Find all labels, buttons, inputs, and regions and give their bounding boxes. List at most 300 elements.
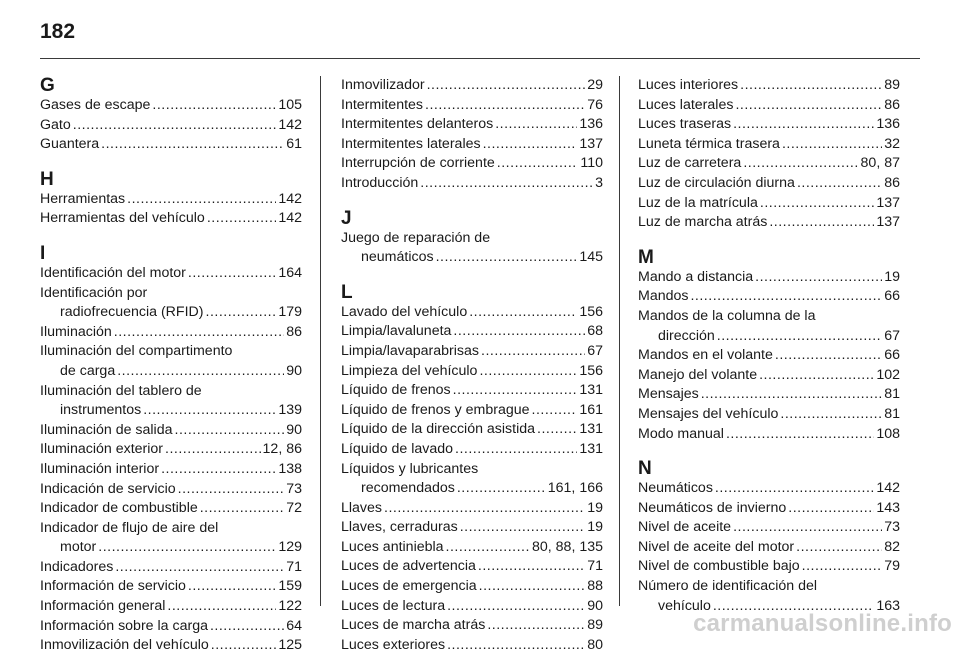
index-entry <box>40 421 302 441</box>
index-page-ref: 29 <box>587 77 603 93</box>
index-page-ref: 142 <box>278 210 302 227</box>
index-entry-line <box>341 76 603 96</box>
index-entry-line <box>40 460 302 480</box>
index-page-ref: 145 <box>579 249 603 266</box>
index-page-ref: 81 <box>884 405 900 422</box>
index-letter-heading: J <box>341 207 352 229</box>
dot-leader <box>453 381 578 401</box>
index-entry-line <box>40 362 302 382</box>
dot-leader <box>446 538 530 558</box>
index-entry-line <box>341 440 603 460</box>
dot-leader <box>733 518 882 538</box>
index-entry-line <box>638 327 900 347</box>
dot-leader <box>420 174 593 194</box>
index-entry <box>638 194 900 214</box>
index-entry-line <box>40 264 302 284</box>
dot-leader <box>427 76 586 96</box>
index-page-ref: 86 <box>884 96 900 113</box>
index-entry-line <box>40 209 302 229</box>
index-entry-text: Mandos <box>638 288 689 305</box>
index-entry-text: Indicadores <box>40 558 114 575</box>
index-page-ref: 73 <box>884 519 900 536</box>
dot-leader <box>481 342 585 362</box>
index-entry-text: Líquido de la dirección asistida <box>341 421 536 438</box>
index-entry <box>341 499 603 519</box>
index-letter-heading: L <box>341 281 353 303</box>
dot-leader <box>200 499 284 519</box>
index-page-ref: 12, 86 <box>262 441 302 458</box>
index-page-ref: 67 <box>884 327 900 344</box>
index-entry <box>638 518 900 538</box>
index-entry-text: Líquidos y lubricantes <box>341 460 479 477</box>
index-page-ref: 76 <box>587 96 603 113</box>
dot-leader <box>101 135 284 155</box>
index-page-ref: 19 <box>884 268 900 285</box>
index-entry-text: Iluminación del compartimento <box>40 343 233 360</box>
index-entry-text: Manejo del volante <box>638 366 758 383</box>
dot-leader <box>755 268 882 288</box>
index-entry-line <box>638 174 900 194</box>
index-page-ref: 86 <box>884 174 900 191</box>
index-entry-line <box>40 342 302 362</box>
dot-leader <box>497 154 579 174</box>
index-entry <box>638 307 900 346</box>
index-entry-line <box>638 557 900 577</box>
dot-leader <box>117 362 284 382</box>
index-entry-line <box>341 616 603 636</box>
page-number: 182 <box>40 20 76 43</box>
dot-leader <box>161 460 276 480</box>
index-entry-text: Mandos en el volante <box>638 347 773 364</box>
index-entry-line <box>40 382 302 402</box>
header-rule <box>40 58 920 59</box>
index-entry-line <box>341 229 603 249</box>
index-entry-text: instrumentos <box>60 402 142 419</box>
index-entry-text: Modo manual <box>638 425 724 442</box>
index-entry <box>341 342 603 362</box>
index-entry <box>40 323 302 343</box>
index-page-ref: 110 <box>580 155 603 172</box>
index-entry-text: Herramientas del vehículo <box>40 210 205 227</box>
index-entry-line <box>40 499 302 519</box>
index-entry-text: de carga <box>60 362 116 379</box>
index-entry-text: Mando a distancia <box>638 268 754 285</box>
index-page-ref: 89 <box>884 77 900 93</box>
dot-leader <box>760 194 874 214</box>
index-entry <box>341 362 603 382</box>
dot-leader <box>165 440 261 460</box>
dot-leader <box>447 636 585 656</box>
dot-leader <box>733 115 874 135</box>
index-entry-line <box>638 96 900 116</box>
index-entry-line <box>638 518 900 538</box>
index-entry <box>341 616 603 636</box>
index-page-ref: 131 <box>579 382 603 399</box>
dot-leader <box>152 96 276 116</box>
index-entry-text: Número de identificación del <box>638 578 818 595</box>
dot-leader <box>715 479 874 499</box>
dot-leader <box>478 557 585 577</box>
index-entry <box>638 76 900 96</box>
index-page-ref: 131 <box>579 440 603 457</box>
index-entry-text: Información general <box>40 598 166 615</box>
column-divider-1 <box>320 76 321 606</box>
index-entry-line <box>341 174 603 194</box>
index-entry-text: Identificación del motor <box>40 264 186 281</box>
index-entry-line <box>40 558 302 578</box>
index-entry-text: Mensajes del vehículo <box>638 405 779 422</box>
dot-leader <box>457 479 546 499</box>
index-entry <box>341 420 603 440</box>
index-page-ref: 19 <box>587 499 603 516</box>
index-entry-line <box>40 303 302 323</box>
index-entry-text: Indicador de combustible <box>40 500 198 517</box>
index-entry-line <box>341 401 603 421</box>
index-entry-text: Líquido de lavado <box>341 440 454 457</box>
index-page-ref: 139 <box>278 402 302 419</box>
index-entry <box>40 597 302 617</box>
index-page-ref: 122 <box>278 598 302 615</box>
index-entry-text: Indicación de servicio <box>40 480 176 497</box>
dot-leader <box>726 425 874 445</box>
dot-leader <box>479 362 577 382</box>
index-page-ref: 159 <box>278 578 302 595</box>
index-page-ref: 142 <box>278 116 302 133</box>
index-page-ref: 71 <box>587 558 603 575</box>
index-entry-line <box>40 519 302 539</box>
index-entry-text: Luces de emergencia <box>341 578 477 595</box>
dot-leader <box>210 617 284 637</box>
dot-leader <box>127 190 276 210</box>
index-entry-line <box>40 617 302 637</box>
index-entry-line <box>40 135 302 155</box>
dot-leader <box>759 366 874 386</box>
dot-leader <box>532 401 578 421</box>
index-entry <box>341 557 603 577</box>
index-entry-text: Mensajes <box>638 386 699 403</box>
dot-leader <box>780 405 882 425</box>
index-entry-text: Herramientas <box>40 190 126 207</box>
index-entry <box>40 342 302 381</box>
index-entry-text: Introducción <box>341 174 419 191</box>
index-entry-text: Luz de la matrícula <box>638 194 758 211</box>
dot-leader <box>98 538 276 558</box>
index-entry-text: Iluminación de salida <box>40 421 173 438</box>
index-entry-text: Iluminación del tablero de <box>40 382 202 399</box>
index-page-ref: 80, 88, 135 <box>532 538 603 555</box>
dot-leader <box>114 323 284 343</box>
index-page-ref: 161 <box>579 401 603 418</box>
index-entry-line <box>40 421 302 441</box>
index-entry-line <box>341 420 603 440</box>
index-entry-text: vehículo <box>658 597 711 614</box>
index-entry-line <box>40 116 302 136</box>
index-entry <box>638 346 900 366</box>
index-entry-text: Llaves <box>341 499 383 516</box>
index-page-ref: 61 <box>286 136 302 153</box>
index-entry-line <box>40 323 302 343</box>
dot-leader <box>796 538 882 558</box>
index-entry-text: Intermitentes delanteros <box>341 116 494 133</box>
index-entry <box>40 209 302 229</box>
index-entry-text: Luces laterales <box>638 96 734 113</box>
index-page-ref: 66 <box>884 347 900 364</box>
index-page-ref: 72 <box>286 500 302 517</box>
index-page-ref: 66 <box>884 288 900 305</box>
index-entry <box>40 460 302 480</box>
dot-leader <box>447 597 585 617</box>
index-page-ref: 19 <box>587 519 603 536</box>
index-entry-line <box>638 154 900 174</box>
index-entry-line <box>341 362 603 382</box>
index-entry <box>40 577 302 597</box>
dot-leader <box>206 303 277 323</box>
index-entry-text: Luces de lectura <box>341 597 446 614</box>
index-entry <box>341 577 603 597</box>
index-entry-line <box>341 597 603 617</box>
index-entry-text: Luces de advertencia <box>341 558 476 575</box>
index-page-ref: 73 <box>286 480 302 497</box>
index-entry-text: Información sobre la carga <box>40 617 208 634</box>
index-page-ref: 3 <box>595 174 603 191</box>
dot-leader <box>143 401 276 421</box>
index-page-ref: 129 <box>278 539 302 556</box>
index-entry <box>341 401 603 421</box>
index-entry <box>40 135 302 155</box>
index-entry <box>341 538 603 558</box>
index-entry-line <box>341 636 603 656</box>
dot-leader <box>211 636 277 656</box>
index-entry-line <box>341 381 603 401</box>
index-page-ref: 131 <box>579 421 603 438</box>
index-entry <box>341 76 603 96</box>
index-entry-line <box>40 284 302 304</box>
dot-leader <box>740 76 882 96</box>
index-page-ref: 68 <box>587 323 603 340</box>
index-entry <box>40 264 302 284</box>
index-entry <box>40 284 302 323</box>
index-entry <box>341 518 603 538</box>
index-entry-line <box>638 194 900 214</box>
index-page-ref: 80, 87 <box>860 155 900 172</box>
index-entry-line <box>40 577 302 597</box>
dot-leader <box>453 322 585 342</box>
index-page-ref: 67 <box>587 342 603 359</box>
index-entry-text: Gato <box>40 116 71 133</box>
index-entry <box>638 557 900 577</box>
index-entry-line <box>638 115 900 135</box>
index-letter-heading: I <box>40 242 46 264</box>
index-entry-line <box>638 385 900 405</box>
dot-leader <box>717 327 882 347</box>
index-entry <box>638 405 900 425</box>
index-entry-line <box>40 636 302 656</box>
dot-leader <box>769 213 874 233</box>
index-entry <box>638 154 900 174</box>
dot-leader <box>425 96 585 116</box>
index-page-ref: 142 <box>278 190 302 207</box>
index-entry-line <box>638 499 900 519</box>
index-entry-line <box>638 213 900 233</box>
index-page-ref: 136 <box>579 116 603 133</box>
index-letter-heading: N <box>638 458 652 480</box>
index-entry-text: motor <box>60 539 97 556</box>
index-entry <box>341 440 603 460</box>
index-entry-text: Luces antiniebla <box>341 538 444 555</box>
dot-leader <box>782 135 882 155</box>
dot-leader <box>178 480 285 500</box>
index-entry-text: neumáticos <box>361 249 434 266</box>
index-entry-text: Líquido de frenos <box>341 382 451 399</box>
index-page-ref: 142 <box>876 480 900 497</box>
index-entry-text: Luces traseras <box>638 116 732 133</box>
index-column-3 <box>638 76 900 616</box>
index-page-ref: 161, 166 <box>547 480 603 497</box>
index-entry-line <box>341 479 603 499</box>
index-entry <box>638 499 900 519</box>
dot-leader <box>495 115 577 135</box>
index-entry-text: Nivel de combustible bajo <box>638 558 800 575</box>
index-page-ref: 156 <box>579 303 603 320</box>
dot-leader <box>487 616 585 636</box>
index-page-ref: 90 <box>587 597 603 614</box>
index-entry-text: Neumáticos de invierno <box>638 499 787 516</box>
index-entry-text: Neumáticos <box>638 480 713 497</box>
index-entry-line <box>638 135 900 155</box>
index-page-ref: 164 <box>278 264 302 281</box>
dot-leader <box>175 421 285 441</box>
index-page-ref: 105 <box>278 97 302 113</box>
index-entry <box>40 440 302 460</box>
index-entry-text: Luces de marcha atrás <box>341 617 486 634</box>
dot-leader <box>188 577 276 597</box>
index-entry <box>341 322 603 342</box>
index-entry-text: Limpieza del vehículo <box>341 362 478 379</box>
index-entry <box>638 115 900 135</box>
dot-leader <box>188 264 276 284</box>
index-entry-text: Luz de circulación diurna <box>638 174 795 191</box>
index-entry <box>40 636 302 656</box>
index-entry-text: Iluminación interior <box>40 460 160 477</box>
index-entry <box>341 303 603 323</box>
index-page-ref: 137 <box>876 214 900 231</box>
index-entry-line <box>638 346 900 366</box>
index-entry-line <box>341 115 603 135</box>
column-divider-2 <box>619 76 620 606</box>
index-entry-text: Intermitentes <box>341 96 424 113</box>
index-entry-line <box>40 597 302 617</box>
index-entry <box>638 385 900 405</box>
index-entry-text: Juego de reparación de <box>341 229 491 246</box>
index-page-ref: 179 <box>278 304 302 321</box>
index-entry <box>638 538 900 558</box>
index-entry <box>638 425 900 445</box>
index-page-ref: 88 <box>587 578 603 595</box>
index-entry <box>341 154 603 174</box>
index-entry-line <box>40 538 302 558</box>
index-entry <box>341 115 603 135</box>
dot-leader <box>802 557 883 577</box>
dot-leader <box>167 597 276 617</box>
index-entry-text: radiofrecuencia (RFID) <box>60 304 204 321</box>
dot-leader <box>207 209 277 229</box>
index-entry <box>40 96 302 116</box>
dot-leader <box>384 499 585 519</box>
dot-leader <box>701 385 882 405</box>
index-entry-text: Luneta térmica trasera <box>638 135 780 152</box>
index-entry-line <box>638 307 900 327</box>
index-entry <box>40 382 302 421</box>
index-entry-text: Líquido de frenos y embrague <box>341 401 530 418</box>
dot-leader <box>735 96 882 116</box>
dot-leader <box>436 248 578 268</box>
index-entry-line <box>341 154 603 174</box>
index-page-ref: 71 <box>286 558 302 575</box>
index-page-ref: 136 <box>876 116 900 133</box>
index-entry-text: Limpia/lavaluneta <box>341 323 452 340</box>
index-entry-text: Interrupción de corriente <box>341 155 495 172</box>
index-entry-text: Identificación por <box>40 284 148 301</box>
index-page-ref: 137 <box>876 194 900 211</box>
dot-leader <box>483 135 578 155</box>
index-entry-text: Nivel de aceite <box>638 519 732 536</box>
index-page-ref: 32 <box>884 135 900 152</box>
dot-leader <box>73 116 277 136</box>
index-entry-text: Iluminación exterior <box>40 441 164 458</box>
dot-leader <box>743 154 858 174</box>
index-entry-text: Nivel de aceite del motor <box>638 538 795 555</box>
index-entry-text: Gases de escape <box>40 97 151 113</box>
index-entry-line <box>341 499 603 519</box>
index-page-ref: 79 <box>884 558 900 575</box>
index-entry <box>341 597 603 617</box>
index-entry-line <box>341 322 603 342</box>
index-page-ref: 138 <box>278 460 302 477</box>
index-page-ref: 163 <box>876 597 900 614</box>
index-entry-line <box>341 96 603 116</box>
index-page-ref: 108 <box>876 425 900 442</box>
watermark: carmanualsonline.info <box>693 610 952 637</box>
dot-leader <box>690 287 882 307</box>
index-entry-text: Luz de marcha atrás <box>638 214 768 231</box>
index-entry <box>341 460 603 499</box>
dot-leader <box>460 518 586 538</box>
index-entry <box>341 229 603 268</box>
index-entry <box>40 617 302 637</box>
index-page-ref: 81 <box>884 386 900 403</box>
index-entry-text: Luces exteriores <box>341 636 446 653</box>
index-entry-line <box>341 518 603 538</box>
index-entry-line <box>341 248 603 268</box>
index-entry-line <box>40 401 302 421</box>
index-column-2 <box>341 76 603 655</box>
dot-leader <box>469 303 577 323</box>
index-entry-line <box>638 425 900 445</box>
index-entry-text: Mandos de la columna de la <box>638 307 816 324</box>
index-entry-text: Inmovilizador <box>341 77 425 93</box>
index-entry-line <box>638 577 900 597</box>
index-entry <box>341 135 603 155</box>
index-page-ref: 156 <box>579 362 603 379</box>
index-entry-line <box>40 190 302 210</box>
index-entry-line <box>638 479 900 499</box>
index-page-ref: 80 <box>587 636 603 653</box>
index-entry-text: Llaves, cerraduras <box>341 519 458 536</box>
index-entry-text: Limpia/lavaparabrisas <box>341 342 480 359</box>
index-entry <box>638 287 900 307</box>
index-page-ref: 90 <box>286 421 302 438</box>
dot-leader <box>115 558 284 578</box>
